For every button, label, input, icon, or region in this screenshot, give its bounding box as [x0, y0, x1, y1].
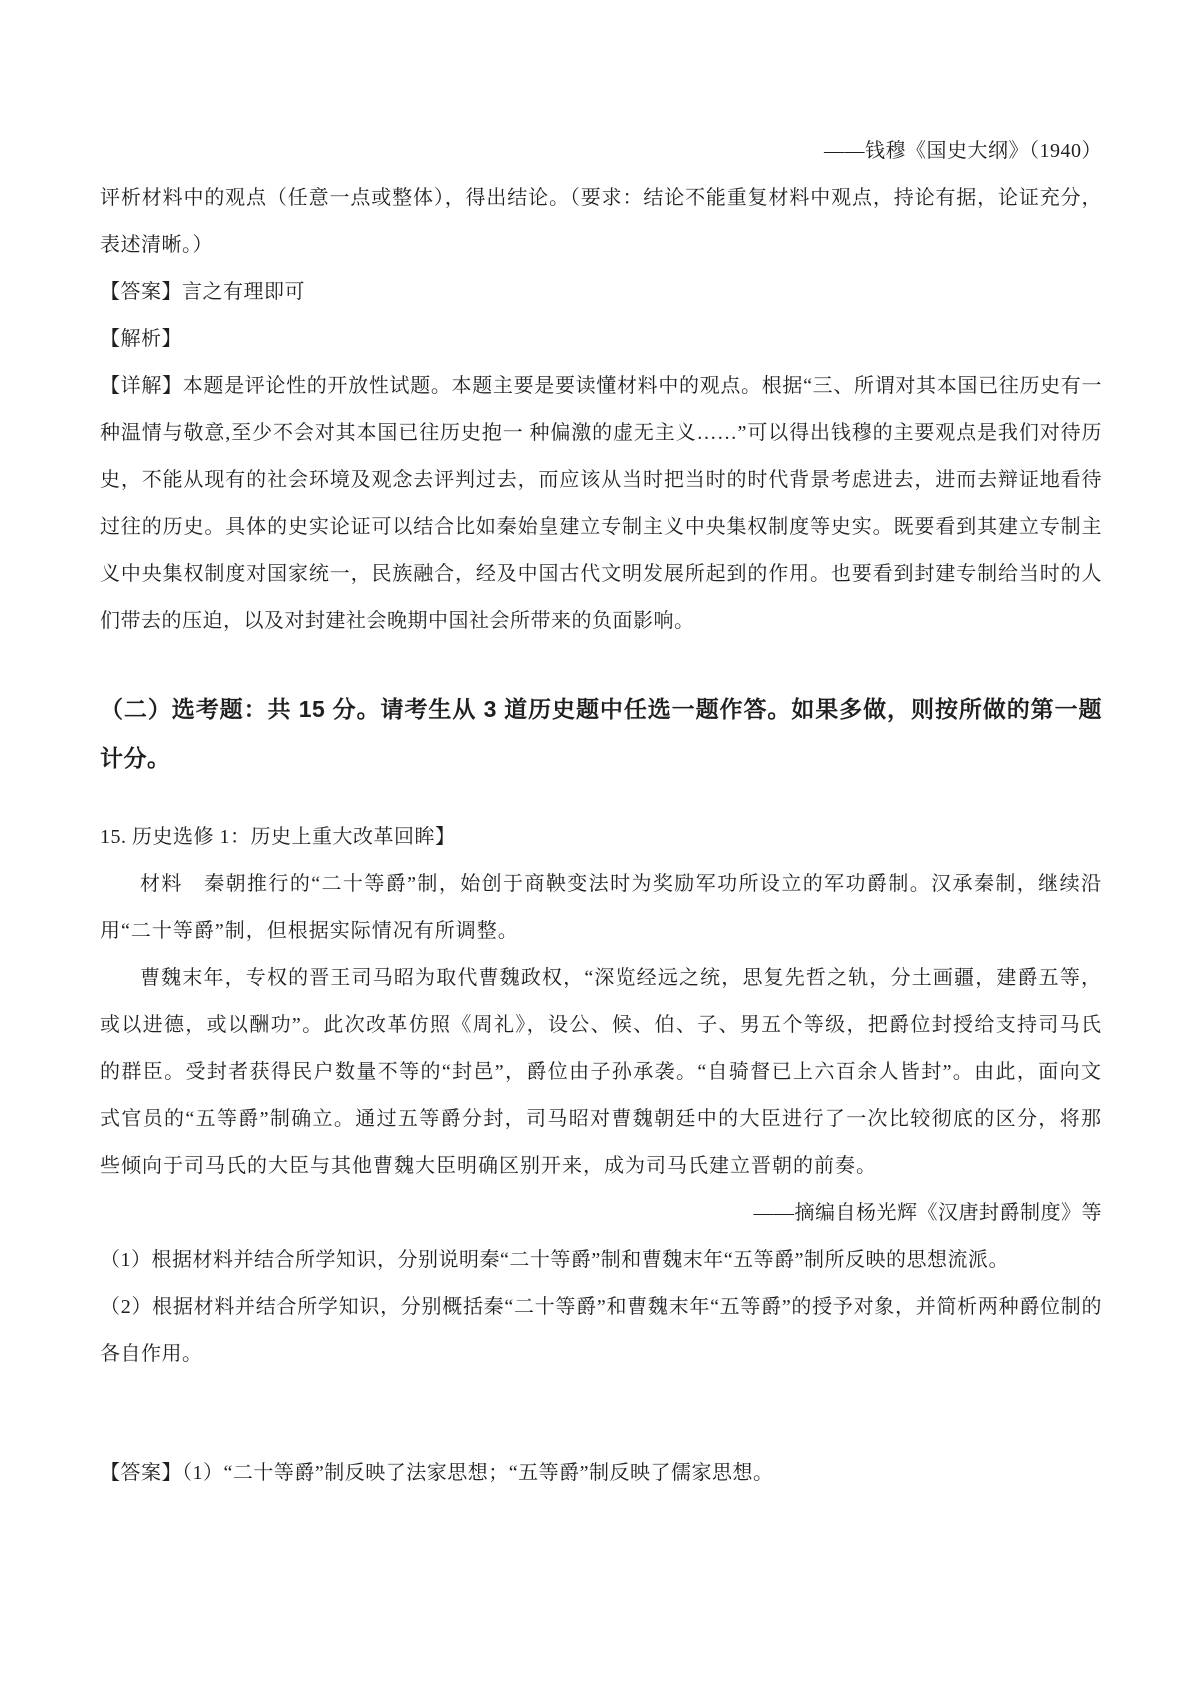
source-citation-qianmu: ——钱穆《国史大纲》（1940） [824, 140, 1102, 162]
source-citation-yangguanghui: ——摘编自杨光辉《汉唐封爵制度》等 [753, 1201, 1102, 1224]
task-prompt: 评析材料中的观点（任意一点或整体），得出结论。（要求：结论不能重复材料中观点，持论有据，论证充分，表述清晰。） [100, 187, 1102, 256]
answer-open-question: 【答案】言之有理即可 [100, 281, 305, 303]
material-paragraph-2: 曹魏末年，专权的晋王司马昭为取代曹魏政权，“深览经远之统，思复先哲之轨，分土画疆，建爵五等，或以进德，或以酬功”。此次改革仿照《周礼》，设公、候、伯、子、男五个等级，把爵位封授给支持司马氏的群臣。受封者获得民户数量不等的“封邑”，爵位由子孙承袭。“自骑督已上六百余人皆封”。由此，面向文式官员的“五等爵”制确立。通过五等爵分封，司马昭对曹魏朝廷中的大臣进行了一次比较彻底的区分，将那些倾向于司马氏的大臣与其他曹魏大臣明确区别开来，成为司马氏建立晋朝的前奏。 [100, 966, 1102, 1177]
answer-question-15: 【答案】（1）“二十等爵”制反映了法家思想；“五等爵”制反映了儒家思想。 [100, 1461, 774, 1484]
sub-question-1: （1）根据材料并结合所学知识，分别说明秦“二十等爵”制和曹魏末年“五等爵”制所反映的思想流派。 [100, 1248, 1010, 1271]
question-15-title: 15. 历史选修 1：历史上重大改革回眸】 [100, 825, 456, 848]
sub-question-2: （2）根据材料并结合所学知识，分别概括秦“二十等爵”和曹魏末年“五等爵”的授予对象，并简析两种爵位制的各自作用。 [100, 1295, 1102, 1365]
analysis-label: 【解析】 [100, 328, 182, 350]
detail-explanation: 【详解】本题是评论性的开放性试题。本题主要是要读懂材料中的观点。根据“三、所谓对其本国已往历史有一种温情与敬意,至少不会对其本国已往历史抱一 种偏激的虚无主义……”可以得出钱穆的主要观点是我们对待历史，不能从现有的社会环境及观念去评判过去，而应该从当时把当时的时代背景考虑进去，进而去辩证地看待过往的历史。具体的史实论证可以结合比如秦始皇建立专制主义中央集权制度等史实。既要看到其建立专制主义中央集权制度对国家统一，民族融合，经及中国古代文明发展所起到的作用。也要看到封建专制给当时的人们带去的压迫，以及对封建社会晚期中国社会所带来的负面影响。 [100, 375, 1102, 632]
section-heading-optional-questions: （二）选考题：共 15 分。请考生从 3 道历史题中任选一题作答。如果多做，则按所做的第一题计分。 [100, 696, 1102, 772]
material-paragraph-1: 材料 秦朝推行的“二十等爵”制，始创于商鞅变法时为奖励军功所设立的军功爵制。汉承秦制，继续沿用“二十等爵”制，但根据实际情况有所调整。 [100, 872, 1102, 942]
